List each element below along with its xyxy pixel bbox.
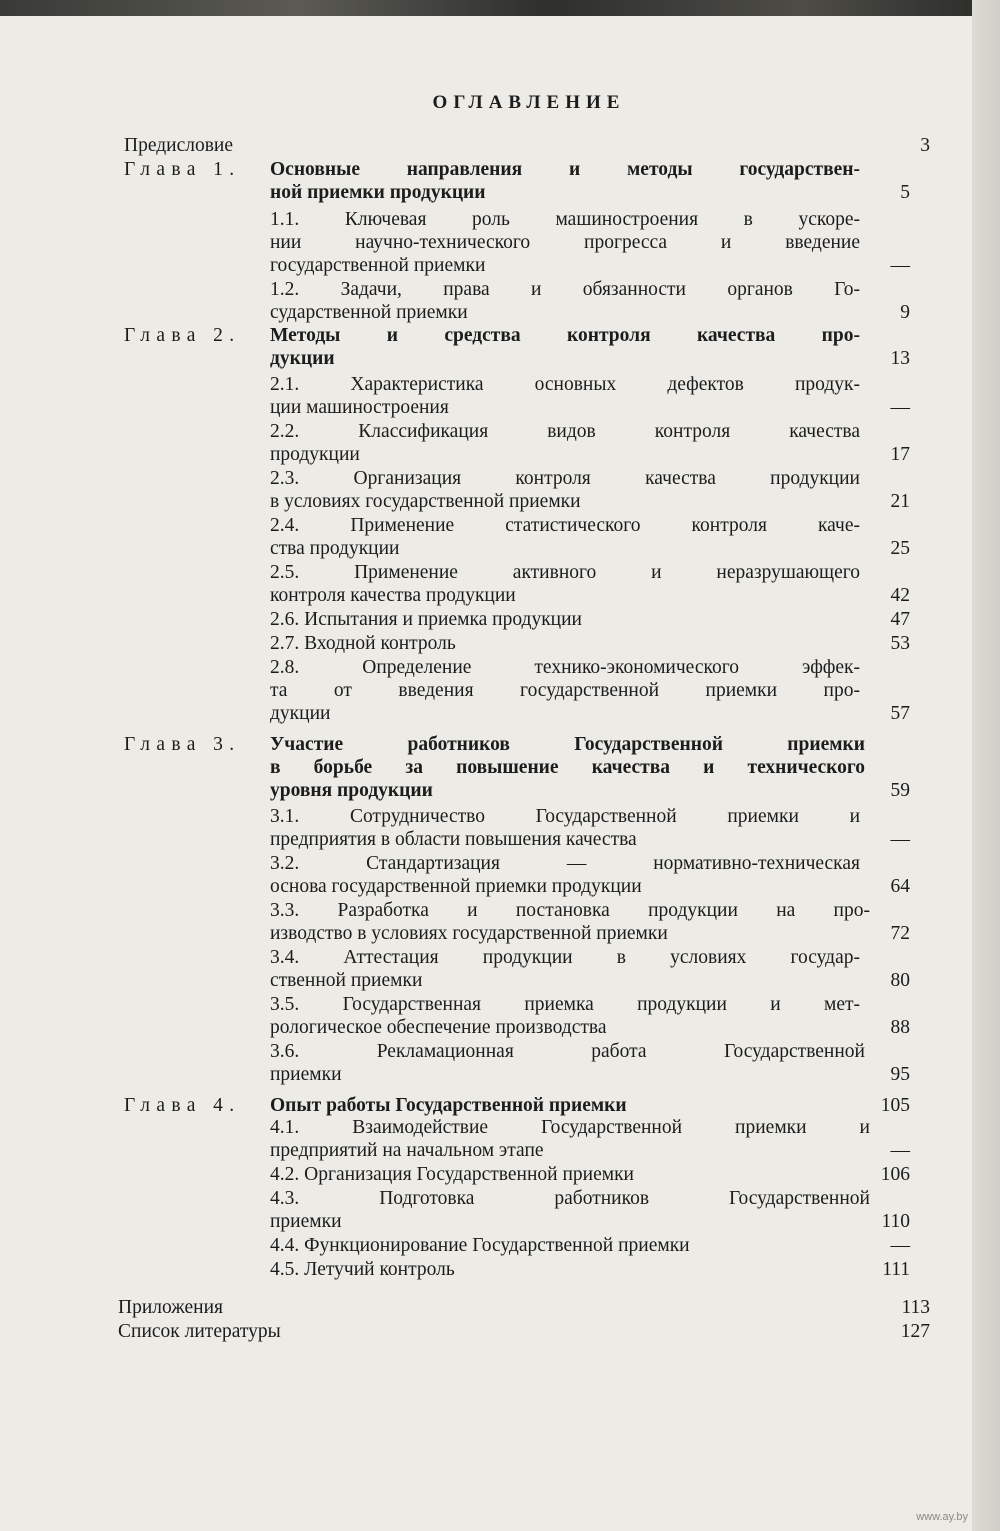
entry-line: предприятия в области повышения качества (270, 829, 637, 851)
entry-title (270, 208, 860, 278)
page-number: 3 (920, 135, 930, 156)
entry-line: основа государственной приемки продукции (270, 876, 642, 898)
page-number: 5 (900, 182, 910, 204)
entry-title (270, 1187, 870, 1233)
entry-title (270, 561, 860, 607)
entry-line: приемки (270, 1064, 342, 1086)
entry-title (270, 1040, 865, 1086)
page-number: — (890, 829, 910, 851)
entry-title (270, 733, 865, 803)
page-number: 95 (890, 1064, 910, 1086)
page-number: 42 (890, 585, 910, 607)
entry-title (270, 1163, 830, 1186)
entry-line: Опыт работы Государственной приемки (270, 1095, 627, 1116)
entry-line: ства продукции (270, 538, 400, 560)
entry-title (270, 1234, 870, 1257)
entry-line: 2.2. Классификация видов контроля качества (270, 421, 860, 442)
entry-title (270, 656, 860, 726)
entry-line: 2.1. Характеристика основных дефектов продук- (270, 374, 860, 395)
entry-line: 3.6. Рекламационная работа Государственной (270, 1041, 865, 1062)
entry-title (270, 946, 860, 992)
entry-line: 3.1. Сотрудничество Государственной приемки и (270, 806, 860, 827)
book-page (0, 16, 972, 1531)
page-number: — (890, 255, 910, 277)
page-number: 113 (901, 1297, 930, 1318)
entry-line: в борьбе за повышение качества и технического (270, 757, 865, 779)
chapter-label: Глава 4. (124, 1095, 241, 1116)
entry-line: 2.7. Входной контроль (270, 633, 456, 654)
entry-line: 4.1. Взаимодействие Государственной приемки и (270, 1117, 870, 1138)
right-edge (972, 0, 1000, 1531)
entry-title (270, 278, 860, 324)
page-number: 57 (890, 703, 910, 725)
page-number: — (890, 1235, 910, 1256)
page-number: 111 (882, 1259, 910, 1280)
chapter-label: Глава 2. (124, 325, 241, 346)
entry-line: 3.5. Государственная приемка продукции и мет- (270, 994, 860, 1015)
entry-line: предприятий на начальном этапе (270, 1140, 544, 1162)
page-number: 80 (890, 970, 910, 992)
entry-line: та от введения государственной приемки про- (270, 680, 860, 702)
entry-line: контроля качества продукции (270, 585, 516, 607)
page-number: 110 (881, 1211, 910, 1233)
entry-line: 4.5. Летучий контроль (270, 1259, 455, 1280)
entry-line: уровня продукции (270, 780, 433, 802)
entry-line: 1.1. Ключевая роль машиностроения в ускоре- (270, 209, 860, 230)
entry-title (270, 632, 820, 655)
page-number: 17 (890, 444, 910, 466)
entry-title (270, 373, 860, 419)
entry-line: 4.4. Функционирование Государственной приемки (270, 1235, 690, 1256)
page-number: — (890, 1140, 910, 1162)
page-title: ОГЛАВЛЕНИЕ (432, 92, 626, 113)
entry-title (270, 805, 860, 851)
page-number: 9 (900, 302, 910, 324)
page-number: 105 (880, 1095, 910, 1116)
entry-line: изводство в условиях государственной приемки (270, 923, 668, 945)
entry-title (270, 158, 860, 204)
entry-title (270, 420, 860, 466)
page-number: 25 (890, 538, 910, 560)
entry-line: рологическое обеспечение производства (270, 1017, 607, 1039)
entry-line: ции машиностроения (270, 397, 449, 419)
entry-title (118, 1320, 758, 1343)
page-number: 72 (890, 923, 910, 945)
page-number: 53 (890, 633, 910, 654)
entry-line: Список литературы (118, 1321, 281, 1342)
page-number: — (890, 397, 910, 419)
entry-line: 3.3. Разработка и постановка продукции на про- (270, 900, 870, 921)
table-of-contents (0, 16, 972, 1531)
entry-line: ственной приемки (270, 970, 423, 992)
entry-line: 2.6. Испытания и приемка продукции (270, 609, 582, 630)
page-number: 64 (890, 876, 910, 898)
entry-line: дукции (270, 348, 335, 370)
entry-title (270, 608, 820, 631)
entry-title (270, 899, 870, 945)
entry-line: продукции (270, 444, 360, 466)
entry-line: дукции (270, 703, 331, 725)
entry-line: Предисловие (124, 135, 234, 156)
entry-line: 2.8. Определение технико-экономического эффек- (270, 657, 860, 678)
entry-line: 4.3. Подготовка работников Государственной (270, 1188, 870, 1209)
top-edge (0, 0, 1000, 16)
entry-line: 3.4. Аттестация продукции в условиях государ- (270, 947, 860, 968)
entry-line: ной приемки продукции (270, 182, 486, 204)
entry-line: сударственной приемки (270, 302, 468, 324)
page-number: 47 (890, 609, 910, 630)
entry-line: 3.2. Стандартизация — нормативно-техническая (270, 853, 860, 874)
watermark: www.ay.by (916, 1511, 968, 1523)
page-number: 88 (890, 1017, 910, 1039)
entry-title (270, 324, 860, 370)
entry-line: 4.2. Организация Государственной приемки (270, 1164, 634, 1185)
entry-title (270, 1094, 830, 1117)
page-number: 13 (890, 348, 910, 370)
entry-title (270, 993, 860, 1039)
entry-line: Основные направления и методы государствен- (270, 159, 860, 180)
entry-line: Методы и средства контроля качества про- (270, 325, 860, 346)
entry-title (270, 514, 860, 560)
entry-title (270, 1258, 830, 1281)
entry-line: Приложения (118, 1297, 223, 1318)
page-number: 21 (890, 491, 910, 513)
entry-line: 2.3. Организация контроля качества продукции (270, 468, 860, 489)
entry-line: нии научно-технического прогресса и введение (270, 232, 860, 254)
entry-title (124, 134, 774, 157)
entry-title (118, 1296, 758, 1319)
entry-title (270, 852, 860, 898)
page-number: 127 (900, 1321, 930, 1342)
chapter-label: Глава 3. (124, 734, 241, 755)
entry-line: Участие работников Государственной приемки (270, 734, 865, 755)
entry-title (270, 1116, 870, 1162)
entry-line: 1.2. Задачи, права и обязанности органов Го- (270, 279, 860, 300)
entry-line: 2.4. Применение статистического контроля каче- (270, 515, 860, 536)
page-number: 59 (890, 780, 910, 802)
entry-line: приемки (270, 1211, 342, 1233)
entry-title (270, 467, 860, 513)
page-number: 106 (880, 1164, 910, 1185)
entry-line: в условиях государственной приемки (270, 491, 581, 513)
entry-line: 2.5. Применение активного и неразрушающего (270, 562, 860, 583)
entry-line: государственной приемки (270, 255, 486, 277)
chapter-label: Глава 1. (124, 159, 241, 180)
